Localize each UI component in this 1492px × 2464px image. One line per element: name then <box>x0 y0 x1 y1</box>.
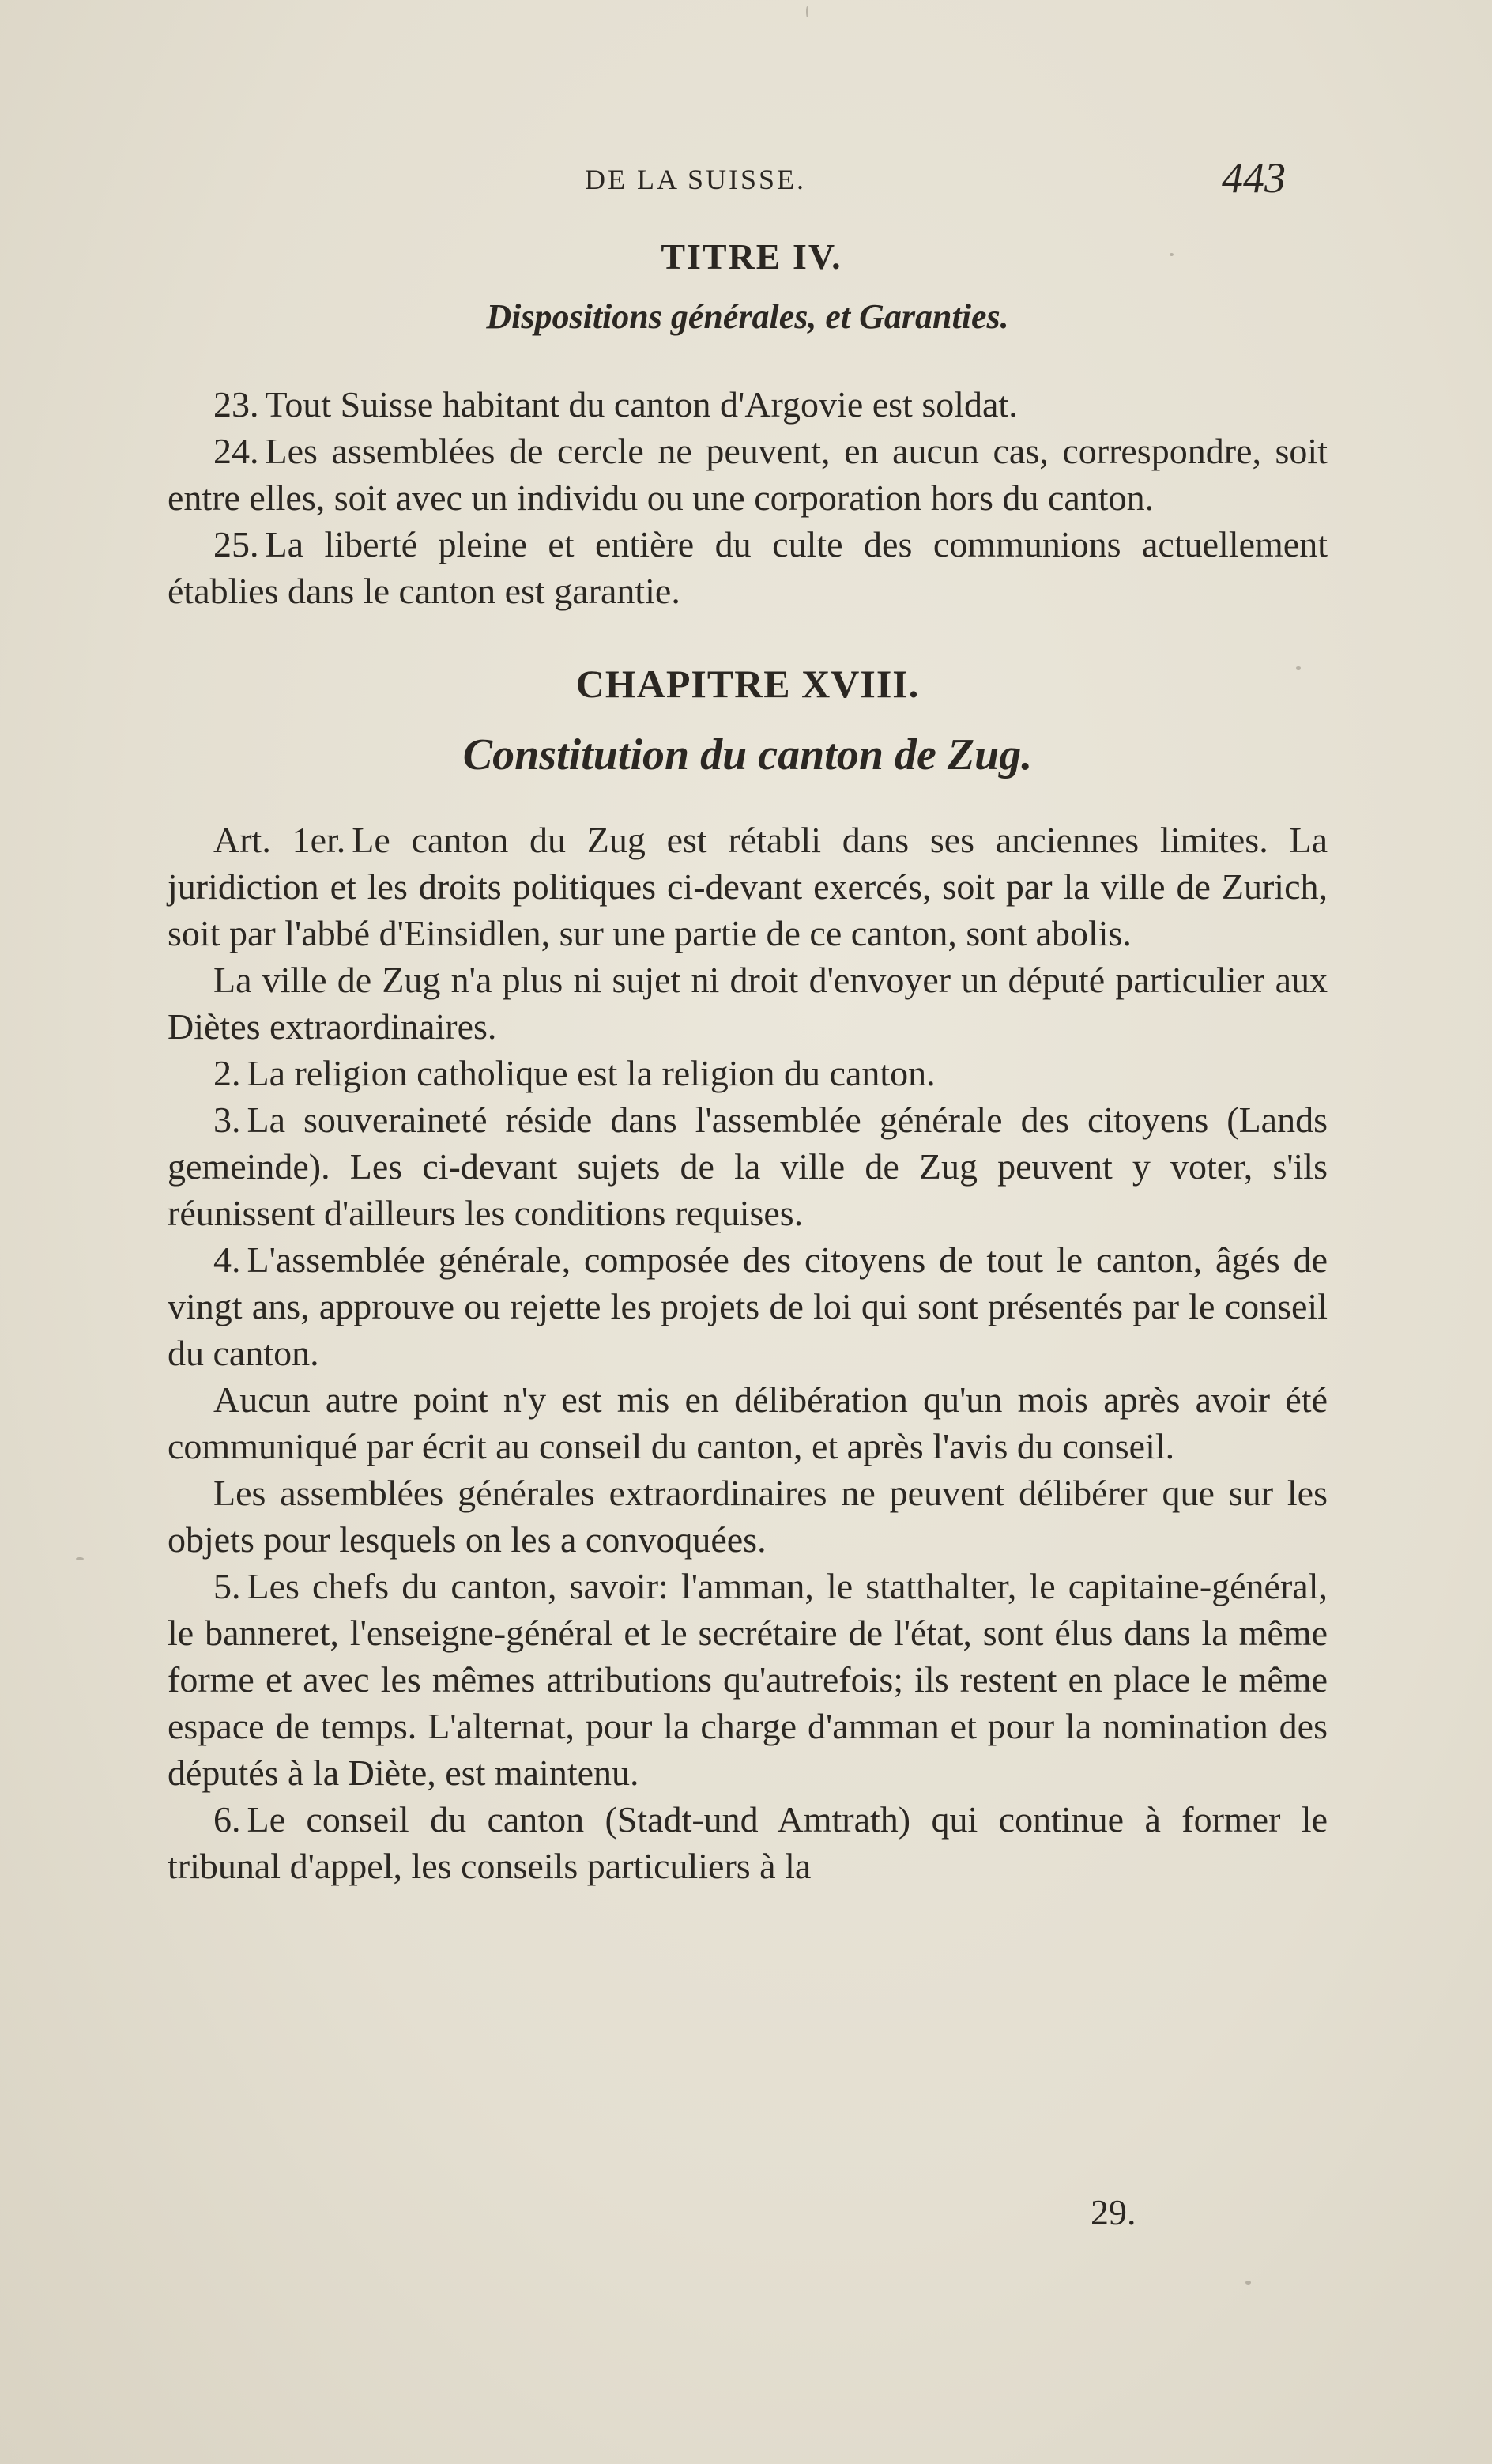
article-1 <box>168 817 1328 957</box>
article-number: Art. 1er. <box>213 820 346 860</box>
article-24 <box>168 428 1328 521</box>
article-number: 4. <box>213 1240 241 1280</box>
article-4 <box>168 1236 1328 1376</box>
article-text: Le conseil du canton (Stadt-und Amtrath) qui continue à former le tribunal d'appel, les conseils particuliers à la <box>168 1799 1328 1886</box>
article-number: 24. <box>213 431 259 471</box>
titre-articles <box>168 381 1328 614</box>
chapitre-subheading: Constitution du canton de Zug. <box>462 730 1033 779</box>
article-3 <box>168 1096 1328 1236</box>
article-text: La ville de Zug n'a plus ni sujet ni droit d'envoyer un député particulier aux Diètes extraordinaires. <box>168 960 1328 1047</box>
page-number: 443 <box>1222 154 1286 202</box>
article-2 <box>168 1050 1328 1096</box>
article-number: 6. <box>213 1799 241 1840</box>
paper-speck <box>806 6 808 17</box>
paper-speck <box>1170 253 1174 256</box>
article-number: 2. <box>213 1053 241 1093</box>
article-4-continued-b <box>168 1470 1328 1563</box>
article-text: Les assemblées générales extraordinaires ne peuvent délibérer que sur les objets pour lesquels on les a convoquées. <box>168 1473 1328 1560</box>
paper-speck <box>76 1557 84 1560</box>
article-text: La liberté pleine et entière du culte des communions actuellement établies dans le canton est garantie. <box>168 524 1328 611</box>
text-block <box>168 229 1328 1889</box>
article-text: Les assemblées de cercle ne peuvent, en aucun cas, correspondre, soit entre elles, soit avec un individu ou une corporation hors du canton. <box>168 431 1328 518</box>
article-25 <box>168 521 1328 614</box>
article-text: Tout Suisse habitant du canton d'Argovie est soldat. <box>265 384 1018 425</box>
article-text: La religion catholique est la religion du canton. <box>247 1053 936 1093</box>
article-5 <box>168 1563 1328 1796</box>
article-number: 3. <box>213 1100 241 1140</box>
titre-subheading: Dispositions générales, et Garanties. <box>486 297 1009 336</box>
article-text: La souveraineté réside dans l'assemblée générale des citoyens (Lands gemeinde). Les ci-devant sujets de la ville de Zug peuvent y voter, s'ils réunissent d'ailleurs les conditions requises. <box>168 1100 1328 1233</box>
titre-heading: TITRE IV. <box>661 236 842 277</box>
article-text: Aucun autre point n'y est mis en délibération qu'un mois après avoir été communiqué par écrit au conseil du canton, et après l'avis du conseil. <box>168 1379 1328 1466</box>
article-number: 25. <box>213 524 259 564</box>
running-head: DE LA SUISSE. <box>585 164 807 195</box>
article-4-continued-a <box>168 1376 1328 1470</box>
paper-speck <box>1245 2281 1251 2285</box>
article-1-continued <box>168 957 1328 1050</box>
article-number: 5. <box>213 1566 241 1606</box>
article-number: 23. <box>213 384 259 425</box>
article-23 <box>168 381 1328 428</box>
article-text: L'assemblée générale, composée des citoyens de tout le canton, âgés de vingt ans, approuve ou rejette les projets de loi qui sont présentés par le conseil du canton. <box>168 1240 1328 1373</box>
article-text: Les chefs du canton, savoir: l'amman, le statthalter, le capitaine-général, le banneret, l'enseigne-général et le secrétaire de l'état, sont élus dans la même forme et avec les mêmes attributions qu'autrefois; ils restent en place le même espace de temps. L'alternat, pour la charge d'amman et pour la nomination des députés à la Diète, est maintenu. <box>168 1566 1328 1793</box>
chapitre-articles <box>168 817 1328 1889</box>
chapitre-heading: CHAPITRE XVIII. <box>575 662 920 706</box>
article-6 <box>168 1796 1328 1889</box>
paper-speck <box>1296 666 1301 670</box>
article-text: Le canton du Zug est rétabli dans ses anciennes limites. La juridiction et les droits politiques ci-devant exercés, soit par la ville de Zurich, soit par l'abbé d'Einsidlen, sur une partie de ce canton, sont abolis. <box>168 820 1328 953</box>
page-header <box>0 154 1492 206</box>
signature-mark: 29. <box>1091 2192 1136 2232</box>
